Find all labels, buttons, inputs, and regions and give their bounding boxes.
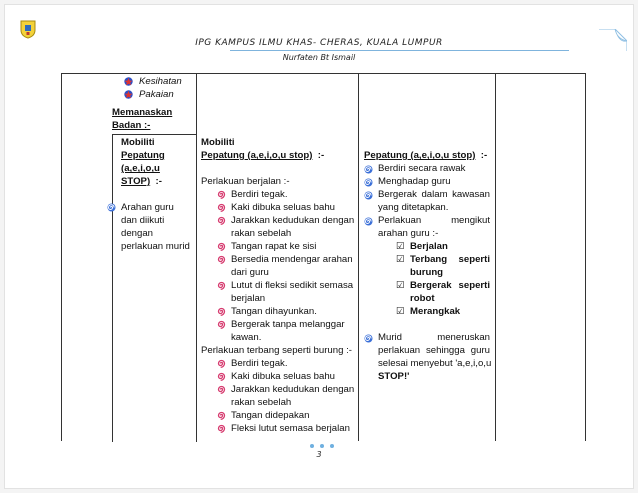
- list-item: Fleksi lutut semasa berjalan: [231, 423, 350, 434]
- check-item: Berjalan: [410, 241, 448, 252]
- swirl-bullet-icon: [217, 320, 226, 329]
- star-bullet-icon: [124, 77, 133, 86]
- col3-item: Berdiri secara rawak: [378, 163, 466, 174]
- column-divider: [358, 74, 359, 441]
- institute-logo-icon: [19, 19, 37, 39]
- swirl-bullet-icon: [217, 216, 226, 225]
- dot: [310, 444, 314, 448]
- swirl-bullet-icon: [217, 372, 226, 381]
- checkbox-icon: ☑: [396, 280, 405, 291]
- page-number: 3: [316, 450, 322, 459]
- col2-subheading: [201, 149, 324, 162]
- word: Bergerak: [378, 189, 417, 200]
- list-item: Kaki dibuka seluas bahu: [231, 202, 336, 213]
- header-author: Nurfaten Bt Ismail: [282, 53, 356, 62]
- col3-item-cont: arahan guru :-: [378, 228, 439, 239]
- mobiliti-label: Pepatung: [121, 150, 165, 161]
- mobiliti-label: Mobiliti: [121, 137, 155, 148]
- swirl-bullet-icon: [217, 411, 226, 420]
- arahan-text: Arahan guru: [121, 202, 174, 213]
- word: seperti: [458, 280, 490, 291]
- word: guru: [470, 345, 490, 356]
- swirl-bullet-icon: [364, 334, 373, 343]
- list-item: Jarakkan kedudukan dengan: [231, 384, 355, 395]
- swirl-bullet-icon: [217, 359, 226, 368]
- swirl-bullet-icon: [364, 165, 373, 174]
- word: sehingga: [425, 345, 465, 356]
- col2-subheading-text: Pepatung (a,e,i,o,u stop): [201, 150, 313, 161]
- check-item: Merangkak: [410, 306, 461, 317]
- col3-item: [378, 331, 490, 344]
- arahan-text: dengan: [121, 228, 154, 239]
- word: dalam: [421, 189, 448, 200]
- document-page: [4, 4, 634, 489]
- swirl-bullet-icon: [217, 281, 226, 290]
- list-item-cont: rakan sebelah: [231, 397, 292, 408]
- swirl-bullet-icon: [217, 385, 226, 394]
- checkbox-icon: ☑: [396, 241, 405, 252]
- list-item: Tangan dihayunkan.: [231, 306, 317, 317]
- star-bullet-icon: [124, 90, 133, 99]
- checkbox-icon: ☑: [396, 254, 405, 265]
- list-item-cont: kawan.: [231, 332, 262, 343]
- col3-item: Menghadap guru: [378, 176, 451, 187]
- word: Bergerak: [410, 280, 452, 291]
- word: kawasan: [452, 189, 490, 200]
- dot: [320, 444, 324, 448]
- list-item-cont: dari guru: [231, 267, 269, 278]
- col3-heading: [364, 149, 487, 162]
- list-item: Berdiri tegak.: [231, 189, 288, 200]
- lesson-table: [61, 73, 586, 441]
- swirl-bullet-icon: [217, 203, 226, 212]
- check-item-cont: burung: [410, 267, 444, 278]
- word: Perlakuan: [378, 215, 422, 226]
- list-item-cont: berjalan: [231, 293, 266, 304]
- list-item: Lutut di fleksi sedikit semasa: [231, 280, 354, 291]
- section-heading: Badan :-: [112, 120, 151, 131]
- column-divider: [495, 74, 496, 441]
- header-title: IPG KAMPUS ILMU KHAS- CHERAS, KUALA LUMPUR: [195, 38, 443, 48]
- list-item: Jarakkan kedudukan dengan: [231, 215, 355, 226]
- col3-heading-text: Pepatung (a,e,i,o,u stop): [364, 150, 476, 161]
- berjalan-intro: Perlakuan berjalan :-: [201, 176, 290, 187]
- col2-subheading-suffix: :-: [317, 150, 325, 161]
- header-divider: [230, 50, 569, 51]
- mobiliti-label: [121, 175, 162, 188]
- list-item: Tangan rapat ke sisi: [231, 241, 317, 252]
- col3-item: [378, 214, 490, 227]
- swirl-bullet-icon: [364, 178, 373, 187]
- swirl-bullet-icon: [217, 255, 226, 264]
- word: seperti: [458, 254, 490, 265]
- word: perlakuan: [378, 345, 421, 356]
- word: meneruskan: [437, 332, 490, 343]
- check-item: [410, 253, 490, 266]
- word: Terbang: [410, 254, 448, 265]
- col3-item-cont: yang ditetapkan.: [378, 202, 449, 213]
- swirl-bullet-icon: [217, 307, 226, 316]
- swirl-bullet-icon: [217, 424, 226, 433]
- arahan-text: perlakuan murid: [121, 241, 190, 252]
- col2-heading: Mobiliti: [201, 137, 235, 148]
- swirl-bullet-icon: [364, 217, 373, 226]
- col3-item-cont: selesai menyebut 'a,e,i,o,u: [378, 358, 492, 369]
- col3-item-cont: [378, 344, 490, 357]
- swirl-bullet-icon: [217, 190, 226, 199]
- check-item-cont: robot: [410, 293, 435, 304]
- mobiliti-label: (a,e,i,o,u: [121, 163, 160, 174]
- word: Murid: [378, 332, 402, 343]
- arahan-text: dan diikuti: [121, 215, 165, 226]
- list-item: Bergerak tanpa melanggar: [231, 319, 345, 330]
- dot: [330, 444, 334, 448]
- col3-item-cont: STOP!': [378, 371, 410, 382]
- list-item: Bersedia mendengar arahan: [231, 254, 353, 265]
- mobiliti-stop: STOP): [121, 176, 151, 187]
- section-heading: Memanaskan: [112, 107, 173, 118]
- list-item-cont: rakan sebelah: [231, 228, 292, 239]
- terbang-intro: Perlakuan terbang seperti burung :-: [201, 345, 352, 356]
- list-item: Kaki dibuka seluas bahu: [231, 371, 336, 382]
- checkbox-icon: ☑: [396, 306, 405, 317]
- list-item: Tangan didepakan: [231, 410, 310, 421]
- col3-heading-suffix: :-: [480, 150, 488, 161]
- list-item: Berdiri tegak.: [231, 358, 288, 369]
- list-item: Kesihatan: [139, 76, 182, 87]
- swirl-bullet-icon: [364, 191, 373, 200]
- mobiliti-suffix: :-: [155, 176, 162, 187]
- swirl-bullet-icon: [107, 203, 116, 212]
- swirl-bullet-icon: [217, 242, 226, 251]
- list-item: Pakaian: [139, 89, 174, 100]
- word: mengikut: [451, 215, 490, 226]
- check-item: [410, 279, 490, 292]
- col3-item: [378, 188, 490, 201]
